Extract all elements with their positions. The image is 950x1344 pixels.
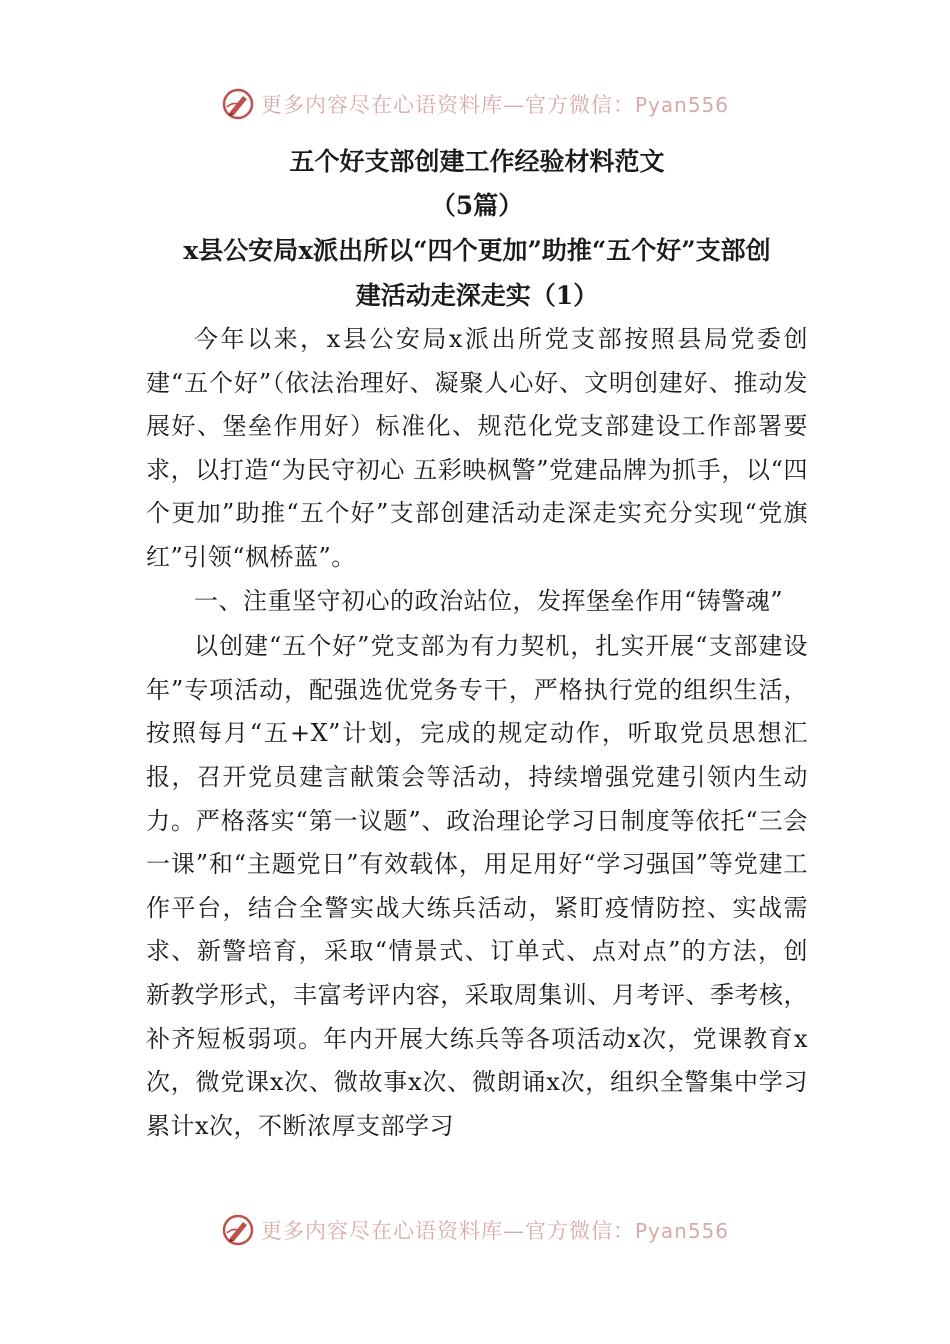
watermark-text: 更多内容尽在心语资料库—官方微信：Pyan556: [260, 1219, 729, 1243]
pen-circle-logo-icon: [221, 87, 255, 121]
pen-circle-logo-icon: [221, 1213, 255, 1247]
footer-watermark: [0, 1210, 950, 1250]
header-watermark: [0, 84, 950, 124]
document-body: [146, 140, 808, 1148]
document-title: 五个好支部创建工作经验材料范文: [289, 147, 665, 176]
section-heading-1: 一、注重坚守初心的政治站位，发挥堡垒作用“铸警魂”: [194, 586, 784, 615]
document-title-count: （5篇）: [430, 191, 524, 220]
watermark-text: 更多内容尽在心语资料库—官方微信：Pyan556: [260, 93, 729, 117]
paragraph-intro: 今年以来，x县公安局x派出所党支部按照县局党委创建“五个好”（依法治理好、凝聚人心好、文明创建好、推动发展好、堡垒作用好）标准化、规范化党支部建设工作部署要求，以打造“为民守初心 五彩映枫警”党建品牌为抓手，以“四个更加”助推“五个好”支部创建活动走深走实充分实现“党旗红”引领“枫桥蓝”。: [146, 325, 808, 571]
article-subtitle-line1: x县公安局x派出所以“四个更加”助推“五个好”支部创: [183, 236, 771, 265]
article-subtitle-line2: 建活动走深走实（1）: [355, 281, 599, 310]
paragraph-section-1: 以创建“五个好”党支部为有力契机，扎实开展“支部建设年”专项活动，配强选优党务专干，严格执行党的组织生活，按照每月“五+X”计划，完成的规定动作，听取党员思想汇报，召开党员建言献策会等活动，持续增强党建引领内生动力。严格落实“第一议题”、政治理论学习日制度等依托“三会一课”和“主题党日”有效载体，用足用好“学习强国”等党建工作平台，结合全警实战大练兵活动，紧盯疫情防控、实战需求、新警培育，采取“情景式、订单式、点对点”的方法，创新教学形式，丰富考评内容，采取周集训、月考评、季考核，补齐短板弱项。年内开展大练兵等各项活动x次，党课教育x次，微党课x次、微故事x次、微朗诵x次，组织全警集中学习累计x次，不断浓厚支部学习: [146, 632, 808, 1140]
